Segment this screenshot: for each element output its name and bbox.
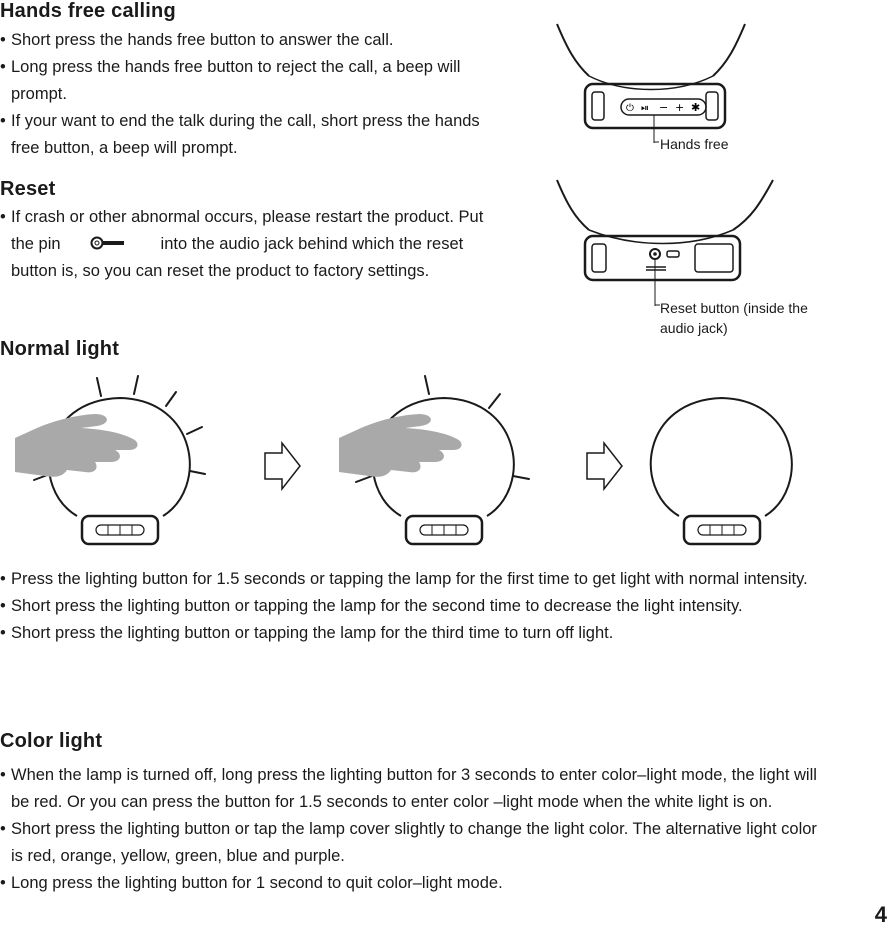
svg-text:−: − [659,101,669,114]
lamp-off [651,398,792,544]
arrow-right-icon [265,443,300,489]
list-item: • If crash or other abnormal occurs, please restart the product. Put the pin into the audio jack behind which the reset button is, so you can reset the product to factory settings. [0,208,484,280]
normal-light-list [0,566,850,647]
heading-hands-free-calling: Hands free calling [0,0,176,22]
hands-free-caption: Hands free [660,136,729,152]
list-item: • Short press the hands free button to answer the call. [0,31,394,49]
heading-normal-light: Normal light [0,338,120,360]
list-item: • When the lamp is turned off, long press the lighting button for 3 seconds to enter color–light mode, the light will be red. Or you can press the button for 1.5 seconds to enter color –light mode when the white light is on. [0,766,817,811]
lamp-dim [339,376,529,544]
svg-text:⏻: ⏻ [626,103,634,114]
list-item: • Long press the lighting button for 1 second to quit color–light mode. [0,874,503,892]
lamp-bright [15,376,205,544]
list-item: • If your want to end the talk during the call, short press the hands free button, a beep will prompt. [0,112,480,157]
page-number: 4 [874,902,887,927]
list-item: • Press the lighting button for 1.5 seconds or tapping the lamp for the first time to get light with normal intensity. [0,570,808,588]
list-item: • Short press the lighting button or tapping the lamp for the third time to turn off light. [0,624,614,642]
arrow-right-icon [587,443,622,489]
list-item: • Short press the lighting button or tap the lamp cover slightly to change the light color. The alternative light color is red, orange, yellow, green, blue and purple. [0,820,817,865]
svg-text:✱: ✱ [691,101,701,114]
svg-text:+: + [675,101,685,114]
reset-speaker-figure [545,176,775,306]
hands-free-speaker-figure [545,18,755,143]
svg-text:⏯: ⏯ [641,103,649,114]
heading-color-light: Color light [0,730,103,752]
list-item: • Short press the lighting button or tapping the lamp for the second time to decrease the light intensity. [0,597,743,615]
pin-icon [61,232,161,246]
reset-caption: Reset button (inside the audio jack) [660,300,808,336]
reset-paragraph [0,204,485,285]
hands-free-list [0,27,500,162]
normal-light-sequence-figure [0,370,893,560]
color-light-list [0,762,820,897]
heading-reset: Reset [0,178,56,200]
list-item: • Long press the hands free button to reject the call, a beep will prompt. [0,58,461,103]
